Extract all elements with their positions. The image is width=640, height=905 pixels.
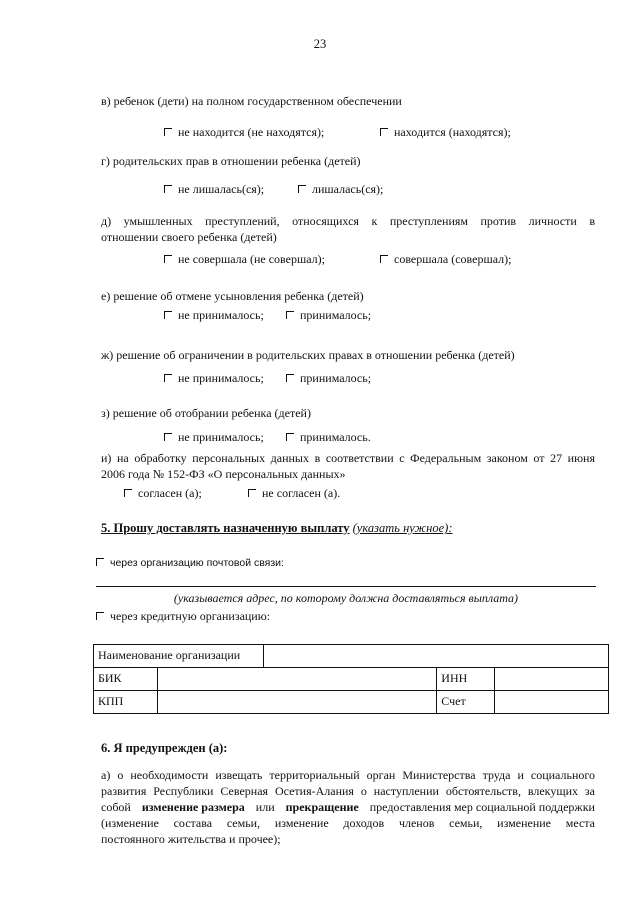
section6-para-line1: а) о необходимости извещать территориальный орган Министерства труда и социального: [101, 768, 595, 782]
checkbox-icon[interactable]: [286, 433, 294, 441]
org-name-field[interactable]: [263, 645, 608, 668]
org-name-label: Наименование организации: [94, 645, 264, 668]
table-row: [94, 691, 609, 714]
checkbox-icon[interactable]: [164, 311, 172, 319]
checkbox-icon[interactable]: [164, 185, 172, 193]
item-i-option-agree[interactable]: [124, 486, 202, 502]
item-g-option-yes[interactable]: [298, 182, 383, 198]
para-bold-text: изменение размера: [141, 800, 245, 814]
kpp-label: КПП: [94, 691, 158, 714]
item-d-label-line2: отношении своего ребенка (детей): [101, 230, 277, 244]
checkbox-icon[interactable]: [96, 558, 104, 566]
item-z-option-no[interactable]: [164, 430, 264, 446]
section6-para-line4: (изменение состава семьи, изменение доходов членов семьи, изменение места: [101, 816, 595, 830]
para-bold-text: прекращение: [285, 800, 359, 814]
item-d-label-line1: д) умышленных преступлений, относящихся к преступлениям против личности в: [101, 214, 595, 228]
item-v-option-no[interactable]: [164, 125, 324, 141]
table-row: [94, 645, 609, 668]
checkbox-icon[interactable]: [164, 433, 172, 441]
delivery-option-post[interactable]: [96, 557, 284, 571]
option-label: не согласен (а).: [262, 486, 341, 500]
bik-label: БИК: [94, 668, 158, 691]
section5-title-note: (указать нужное):: [352, 521, 453, 535]
section6-para-line3: [101, 800, 595, 816]
option-label: не принималось;: [178, 430, 264, 444]
option-label: не находится (не находятся);: [178, 125, 325, 139]
option-label: не совершала (не совершал);: [178, 252, 325, 266]
section5-title: [101, 520, 595, 537]
checkbox-icon[interactable]: [248, 489, 256, 497]
checkbox-icon[interactable]: [164, 374, 172, 382]
option-label: не принималось;: [178, 371, 264, 385]
checkbox-icon[interactable]: [96, 612, 104, 620]
option-label: через организацию почтовой связи:: [110, 557, 284, 569]
post-address-line[interactable]: [96, 586, 596, 587]
checkbox-icon[interactable]: [164, 255, 172, 263]
option-label: не принималось;: [178, 308, 264, 322]
item-zh-option-no[interactable]: [164, 371, 264, 387]
item-zh-option-yes[interactable]: [286, 371, 371, 387]
option-label: не лишалась(ся);: [178, 182, 265, 196]
item-z-option-yes[interactable]: [286, 430, 371, 446]
option-label: совершала (совершал);: [394, 252, 512, 266]
post-address-note: (указывается адрес, по которому должна доставляться выплата): [173, 591, 519, 605]
item-v-label: в) ребенок (дети) на полном государственном обеспечении: [101, 94, 402, 108]
option-label: принималось.: [300, 430, 371, 444]
page-number: 23: [313, 37, 327, 51]
inn-label: ИНН: [437, 668, 495, 691]
checkbox-icon[interactable]: [286, 374, 294, 382]
item-zh-label: ж) решение об ограничении в родительских правах в отношении ребенка (детей): [101, 348, 515, 362]
bik-field[interactable]: [157, 668, 436, 691]
checkbox-icon[interactable]: [286, 311, 294, 319]
item-e-label: е) решение об отмене усыновления ребенка (детей): [101, 289, 364, 303]
item-d-option-no[interactable]: [164, 252, 325, 268]
inn-field[interactable]: [495, 668, 609, 691]
section5-title-text: 5. Прошу доставлять назначенную выплату: [101, 521, 350, 535]
table-row: [94, 668, 609, 691]
item-g-label: г) родительских прав в отношении ребенка (детей): [101, 154, 361, 168]
item-v-option-yes[interactable]: [380, 125, 511, 141]
item-i-label-line1: и) на обработку персональных данных в соответствии с Федеральным законом от 27 июня: [101, 451, 595, 465]
item-i-option-disagree[interactable]: [248, 486, 340, 502]
section6-para-line5: постоянного жительства и прочее);: [101, 832, 281, 846]
item-z-label: з) решение об отобрании ребенка (детей): [101, 406, 311, 420]
checkbox-icon[interactable]: [124, 489, 132, 497]
item-e-option-yes[interactable]: [286, 308, 371, 324]
checkbox-icon[interactable]: [380, 128, 388, 136]
section6-title: 6. Я предупрежден (а):: [101, 741, 228, 755]
kpp-field[interactable]: [157, 691, 436, 714]
checkbox-icon[interactable]: [380, 255, 388, 263]
option-label: согласен (а);: [138, 486, 202, 500]
para-text: собой: [101, 800, 131, 814]
option-label: лишалась(ся);: [312, 182, 384, 196]
section6-para-line2: развития Республики Северная Осетия-Алания о наступлении обстоятельств, влекущих за: [101, 784, 595, 798]
option-label: принималось;: [300, 308, 372, 322]
para-text: или: [255, 800, 275, 814]
bank-details-table: [93, 644, 609, 714]
para-text: предоставления мер социальной поддержки: [369, 800, 595, 814]
delivery-option-bank[interactable]: [96, 609, 270, 625]
account-label: Счет: [437, 691, 495, 714]
checkbox-icon[interactable]: [164, 128, 172, 136]
item-g-option-no[interactable]: [164, 182, 264, 198]
checkbox-icon[interactable]: [298, 185, 306, 193]
option-label: через кредитную организацию:: [110, 609, 271, 623]
option-label: принималось;: [300, 371, 372, 385]
item-e-option-no[interactable]: [164, 308, 264, 324]
option-label: находится (находятся);: [394, 125, 511, 139]
account-field[interactable]: [495, 691, 609, 714]
item-i-label-line2: 2006 года № 152-ФЗ «О персональных данных»: [101, 467, 346, 481]
item-d-option-yes[interactable]: [380, 252, 511, 268]
